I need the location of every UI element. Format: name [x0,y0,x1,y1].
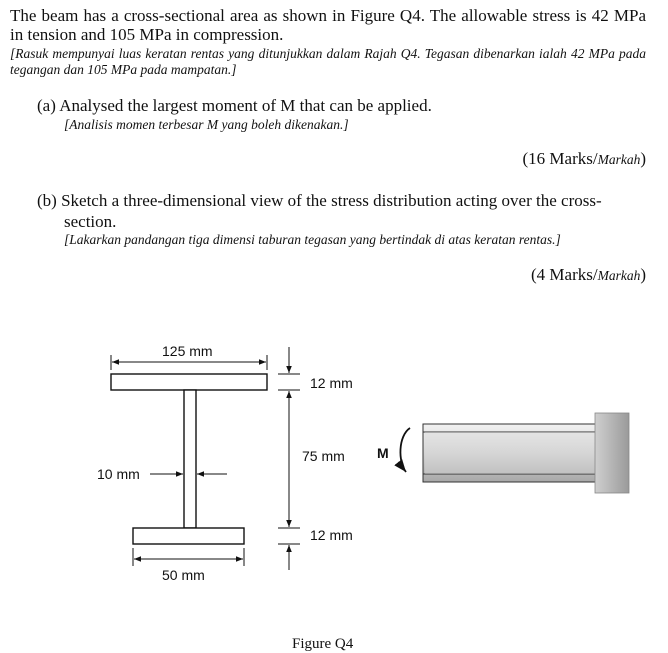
dim-bottom-width-label: 50 mm [162,567,205,583]
bottom-flange [133,528,244,544]
part-a-text-my: [Analisis momen terbesar M yang boleh dikenakan.] [64,117,349,132]
dim-top-flange-label: 12 mm [310,375,353,391]
intro-text-en: The beam has a cross-sectional area as shown in Figure Q4. The allowable stress is 42 MPa in tension and 105 MPa in compression. [10,6,646,44]
top-flange [111,374,267,390]
dim-bottom-flange-label: 12 mm [310,527,353,543]
dim-vertical [278,347,300,570]
part-a-text: Analysed the largest moment of M that can be applied. [59,96,432,115]
i-beam-section [111,374,267,544]
part-b-marks-close: ) [640,265,646,284]
beam-side-view [423,424,597,482]
figure-caption: Figure Q4 [292,636,354,652]
part-b-label: (b) [37,191,57,210]
part-a-marks-num: (16 Marks/ [522,149,598,168]
part-a-marks-word: Markah [597,152,641,167]
web [184,390,196,528]
dim-bottom-width [133,548,244,566]
dim-web-label: 10 mm [97,466,140,482]
part-a-marks-close: ) [640,149,646,168]
part-b-text-my: [Lakarkan pandangan tiga dimensi taburan tegasan yang bertindak di atas keratan rentas.] [64,232,561,247]
moment-arrow-icon [400,428,410,472]
part-b-text-line1: Sketch a three-dimensional view of the stress distribution acting over the cross- [61,191,602,210]
part-b-marks-num: (4 Marks/ [531,265,598,284]
part-b-marks-word: Markah [597,268,641,283]
part-b-text-line2: section. [64,212,117,231]
intro-text-my: [Rasuk mempunyai luas keratan rentas yang ditunjukkan dalam Rajah Q4. Tegasan dibenarkan ialah 42 MPa pada tegangan dan 105 MPa pada mampatan.] [10,46,646,77]
dim-web-height-label: 75 mm [302,448,345,464]
dim-top-width-label: 125 mm [162,343,213,359]
part-a-label: (a) [37,96,56,115]
fixed-wall [595,413,629,493]
moment-label: M [377,445,389,461]
